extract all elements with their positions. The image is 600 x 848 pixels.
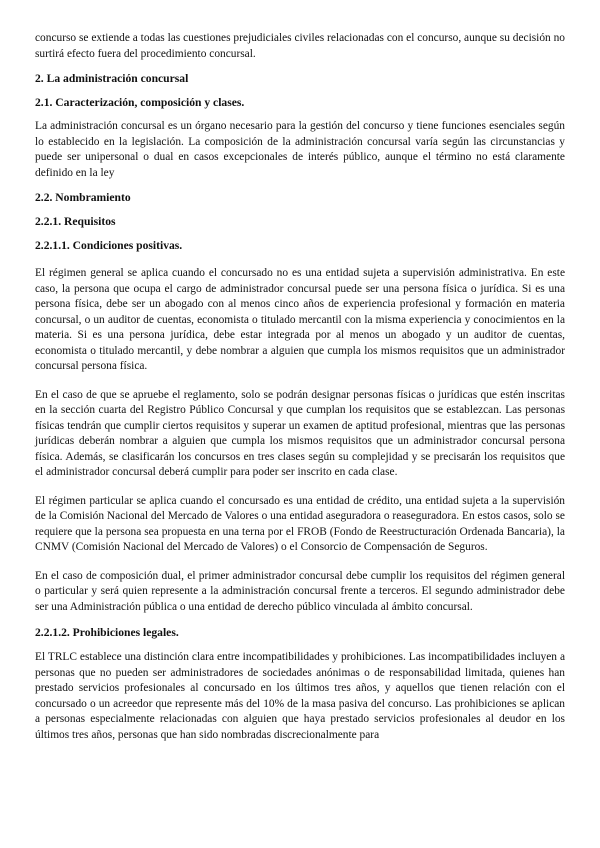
paragraph-particular-regime: El régimen particular se aplica cuando el concursado es una entidad de crédito, una entidad sujeta a la supervisión de la Comisión Nacional del Mercado de Valores o una entidad aseguradora o reaseguradora. En estos casos, solo se requiere que la persona sea propuesta en una terna por el FROB (Fondo de Reestructuración Ordenada Bancaria), la CNMV (Comisión Nacional del Mercado de Valores) o el Consorcio de Compensación de Seguros. <box>35 494 565 553</box>
heading-section-2-1: 2.1. Caracterización, composición y clases. <box>35 96 245 109</box>
paragraph-dual-composition: En el caso de composición dual, el primer administrador concursal debe cumplir los requisitos del régimen general o particular y será quien represente a la administración concursal frente a terceros. El segundo administrador debe ser una Administración pública o una entidad de derecho público vinculada al ámbito concursal. <box>35 569 565 613</box>
heading-section-2-2: 2.2. Nombramiento <box>35 191 131 204</box>
paragraph-regulation: En el caso de que se apruebe el reglamento, solo se podrán designar personas físicas o jurídicas que estén inscritas en la sección cuarta del Registro Público Concursal y que cumplan los requisitos que se establezcan. Las personas físicas tendrán que cumplir ciertos requisitos y superar un examen de aptitud profesional, mientras que las personas jurídicas deberán nombrar a alguien que cumpla los mismos requisitos que un administrador concursal persona física. Además, se clasificarán los concursos en tres clases según su complejidad y se precisarán los requisitos que el administrador concursal deberá cumplir para poder ser inscrito en cada clase. <box>35 388 565 478</box>
paragraph-prohibitions: El TRLC establece una distinción clara entre incompatibilidades y prohibiciones. Las incompatibilidades incluyen a personas que no pueden ser administradores de sociedades anónimas o de responsabilidad limitada, quienes han prestado servicios profesionales al concursado en los últimos tres años, y aquellos que tienen relación con el concursado o un acreedor que represente más del 10% de la masa pasiva del concurso. Las prohibiciones se aplican a personas especialmente relacionadas con alguien que haya prestado servicios profesionales al deudor en los últimos tres años, personas que han sido nombradas discrecionalmente para <box>35 651 565 741</box>
heading-section-2-2-1: 2.2.1. Requisitos <box>35 215 116 228</box>
paragraph-intro-continuation: concurso se extiende a todas las cuestiones prejudiciales civiles relacionadas con el concurso, aunque su decisión no surtirá efecto fuera del procedimiento concursal. <box>35 32 565 60</box>
heading-section-2-2-1-2: 2.2.1.2. Prohibiciones legales. <box>35 626 179 639</box>
document-page <box>35 31 565 743</box>
paragraph-general-regime: El régimen general se aplica cuando el concursado no es una entidad sujeta a supervisión administrativa. En este caso, la persona que ocupa el cargo de administrador concursal puede ser una persona física o jurídica. Si es una persona física, debe ser un abogado con al menos cinco años de experiencia profesional y formación en materia concursal, o un auditor de cuentas, economista o titulado mercantil con la misma experiencia y conocimientos en la materia. Si es una persona jurídica, debe estar integrada por al menos un abogado y un auditor de cuentas, economista o titulado mercantil, y debe nombrar a alguien que cumpla los mismos requisitos que un administrador concursal persona física. <box>35 267 565 372</box>
paragraph-characterization: La administración concursal es un órgano necesario para la gestión del concurso y tiene funciones esenciales según lo establecido en la legislación. La composición de la administración concursal varía según las circunstancias y puede ser unipersonal o dual en casos excepcionales de interés público, aunque el término no está claramente definido en la ley <box>35 120 565 179</box>
heading-section-2: 2. La administración concursal <box>35 72 189 85</box>
heading-section-2-2-1-1: 2.2.1.1. Condiciones positivas. <box>35 239 183 252</box>
